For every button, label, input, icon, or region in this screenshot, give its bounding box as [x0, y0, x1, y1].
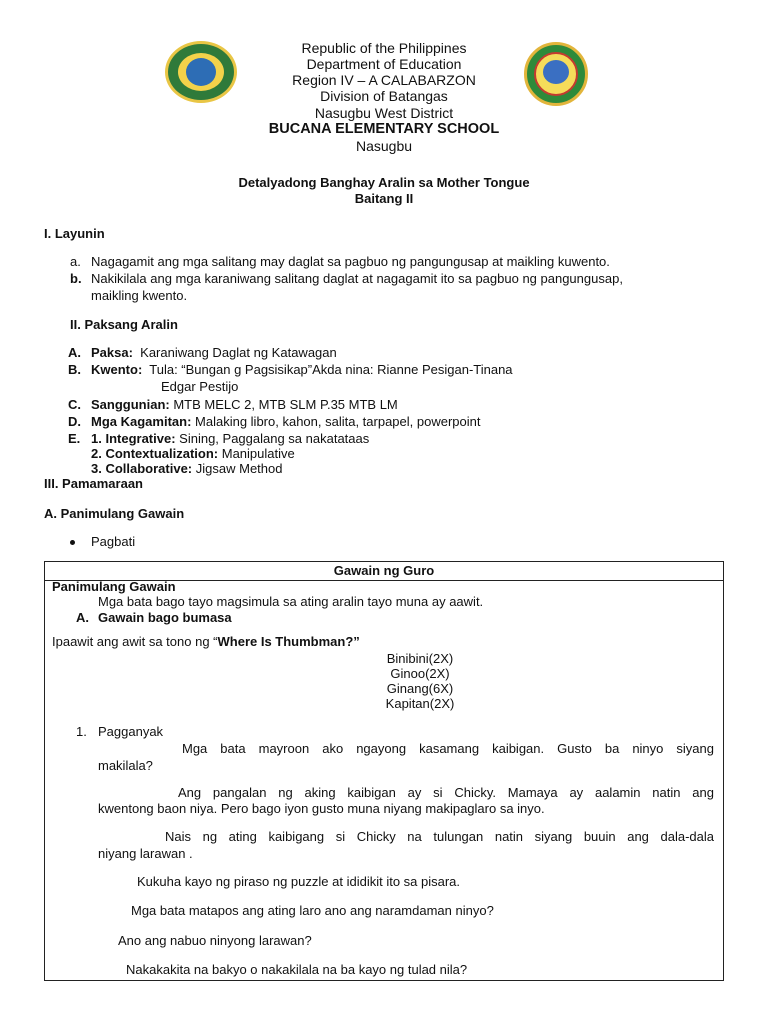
bullet-pagbati: Pagbati	[91, 534, 136, 549]
para1-line2: makilala?	[98, 758, 153, 773]
item-e-marker: E.	[68, 431, 81, 446]
objective-b-marker: b.	[70, 271, 82, 286]
question-2: Mga bata matapos ang ating laro ano ang naramdaman ninyo?	[131, 903, 494, 918]
bullet-dot	[70, 540, 75, 545]
section-pamamaraan-heading: III. Pamamaraan	[44, 476, 143, 491]
objective-a-text: Nagagamit ang mga salitang may daglat sa pagbuo ng pangungusap at maikling kuwento.	[91, 254, 610, 269]
table-header-gawain-guro: Gawain ng Guro	[45, 562, 723, 581]
item-paksa-text: Karaniwang Daglat ng Katawagan	[140, 345, 337, 360]
item-kagamitan	[91, 414, 480, 429]
table-intro: Mga bata bago tayo magsimula sa ating aralin tayo muna ay aawit.	[98, 594, 484, 609]
table-a-marker: A.	[76, 610, 89, 625]
header-town: Nasugbu	[355, 138, 413, 154]
question-3: Ano ang nabuo ninyong larawan?	[118, 933, 312, 948]
item-paksa-label: Paksa:	[91, 345, 133, 360]
item-collaborative-label: 3. Collaborative:	[91, 461, 193, 476]
section-panimulang-heading: A. Panimulang Gawain	[44, 506, 185, 521]
item-kwento-label: Kwento:	[91, 362, 143, 377]
item-collaborative	[91, 461, 282, 476]
item-kagamitan-label: Mga Kagamitan:	[91, 414, 192, 429]
lesson-grade: Baitang II	[354, 191, 414, 206]
header-region: Region IV – A CALABARZON	[292, 72, 476, 88]
item-integrative	[91, 431, 369, 446]
song-line-4: Kapitan(2X)	[385, 696, 455, 711]
para2-line1: Ang pangalan ng aking kaibigan ay si Chicky. Mamaya ay aalamin natin ang	[178, 785, 714, 800]
song-instruction	[52, 634, 360, 649]
para2-line2: kwentong baon niya. Pero bago iyon gusto muna niyang makipaglaro sa inyo.	[98, 801, 545, 816]
question-4: Nakakakita na bakyo o nakakilala na ba kayo ng tulad nila?	[126, 962, 468, 977]
item-contextualization	[91, 446, 295, 461]
item-kwento	[91, 362, 513, 377]
pagganyak-label: Pagganyak	[98, 724, 164, 739]
song-line-1: Binibini(2X)	[386, 651, 454, 666]
table-section-heading: Panimulang Gawain	[52, 579, 176, 594]
item-integrative-text: Sining, Paggalang sa nakatataas	[179, 431, 370, 446]
objective-a-marker: a.	[70, 254, 81, 269]
para1-line1: Mga bata mayroon ako ngayong kasamang kaibigan. Gusto ba ninyo siyang	[182, 741, 714, 756]
item-contextualization-text: Manipulative	[221, 446, 295, 461]
song-title: Where Is Thumbman?”	[217, 634, 360, 649]
item-sanggunian	[91, 397, 398, 412]
item-d-marker: D.	[68, 414, 81, 429]
song-line-3: Ginang(6X)	[386, 681, 454, 696]
item-contextualization-label: 2. Contextualization:	[91, 446, 219, 461]
song-prefix: Ipaawit ang awit sa tono ng “	[52, 634, 218, 649]
header-district: Nasugbu West District	[314, 105, 454, 121]
item-sanggunian-text: MTB MELC 2, MTB SLM P.35 MTB LM	[173, 397, 398, 412]
item-collaborative-text: Jigsaw Method	[195, 461, 283, 476]
question-1: Kukuha kayo ng piraso ng puzzle at ididikit ito sa pisara.	[137, 874, 461, 889]
objective-b-text-cont: maikling kwento.	[91, 288, 188, 303]
pagganyak-marker: 1.	[76, 724, 87, 739]
item-integrative-label: 1. Integrative:	[91, 431, 176, 446]
objective-b-text: Nakikilala ang mga karaniwang salitang daglat at nagagamit ito sa pagbuo ng pangungusap,	[91, 271, 623, 286]
header-deped: Department of Education	[306, 56, 462, 72]
song-line-2: Ginoo(2X)	[390, 666, 450, 681]
header-republic: Republic of the Philippines	[301, 40, 467, 56]
header-school-name: BUCANA ELEMENTARY SCHOOL	[268, 121, 500, 137]
item-paksa	[91, 345, 337, 360]
item-kwento-text: Tula: “Bungan g Pagsisikap”Akda nina: Rianne Pesigan-Tinana	[149, 362, 513, 377]
para3-line1: Nais ng ating kaibigang si Chicky na tulungan natin siyang buuin ang dala-dala	[165, 829, 714, 844]
item-c-marker: C.	[68, 397, 81, 412]
item-b-marker: B.	[68, 362, 81, 377]
para3-line2: niyang larawan .	[98, 846, 193, 861]
table-a-label: Gawain bago bumasa	[98, 610, 232, 625]
section-paksang-heading: II. Paksang Aralin	[70, 317, 178, 332]
header-division: Division of Batangas	[320, 88, 448, 104]
item-sanggunian-label: Sanggunian:	[91, 397, 170, 412]
item-kwento-author: Edgar Pestijo	[161, 379, 239, 394]
lesson-title: Detalyadong Banghay Aralin sa Mother Tongue	[238, 175, 530, 190]
item-kagamitan-text: Malaking libro, kahon, salita, tarpapel, powerpoint	[195, 414, 481, 429]
item-a-marker: A.	[68, 345, 81, 360]
section-layunin-heading: I. Layunin	[44, 226, 105, 241]
